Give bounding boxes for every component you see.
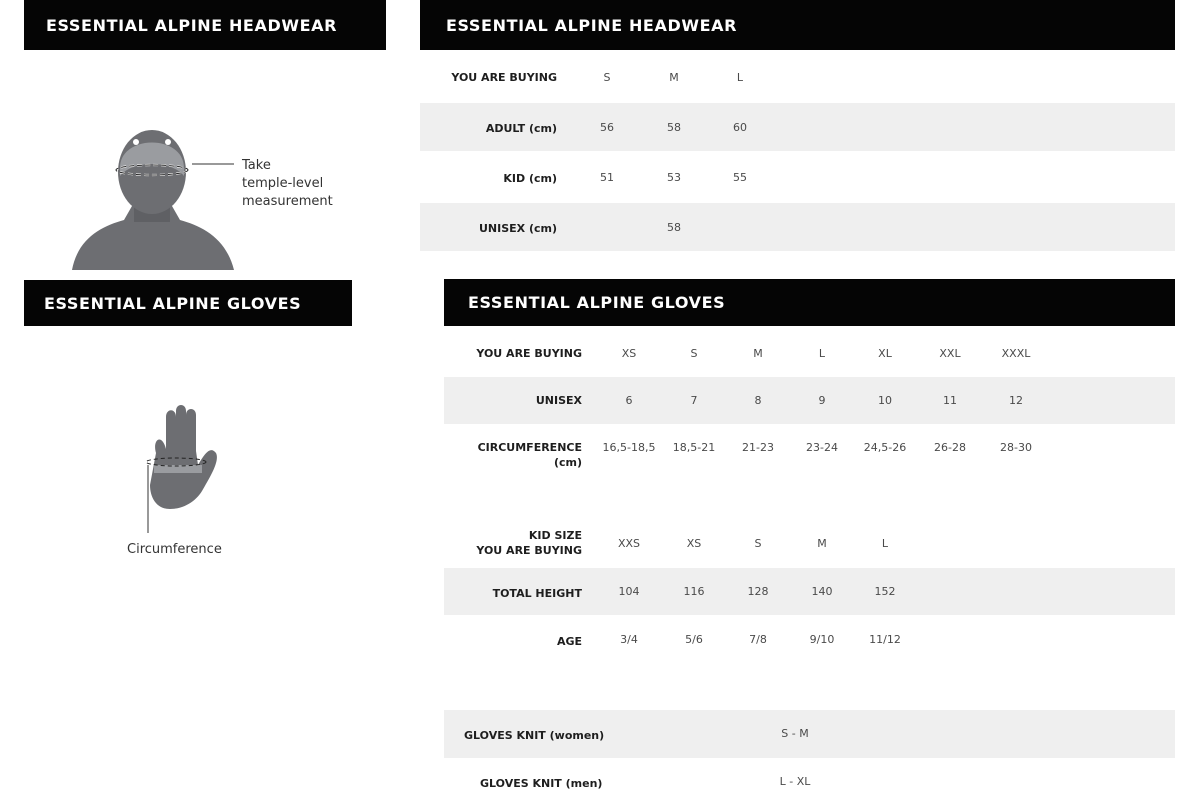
cell: 6 (625, 394, 633, 407)
cell: 10 (878, 394, 892, 407)
row-label: TOTAL HEIGHT (492, 587, 582, 600)
size-l: L (881, 537, 889, 550)
size-xs: XS (686, 537, 702, 550)
table-row (420, 153, 1175, 201)
head-caption-line-3: measurement (242, 194, 333, 209)
hand-caption: Circumference (127, 542, 222, 557)
row-label: UNISEX (cm) (478, 222, 557, 235)
table-row (420, 203, 1175, 251)
table-row (420, 103, 1175, 151)
cell: 18,5-21 (672, 441, 716, 454)
cell: 11/12 (869, 633, 901, 646)
row-label: KID (cm) (503, 172, 557, 185)
row-label: ADULT (cm) (485, 122, 557, 135)
row-label-line: (cm) (553, 456, 582, 469)
table-row (444, 616, 1175, 662)
cell: 58 (667, 221, 681, 234)
size-s: S (690, 347, 698, 360)
cell: 5/6 (685, 633, 703, 646)
cell: 128 (747, 585, 769, 598)
headwear-title: ESSENTIAL ALPINE HEADWEAR (446, 15, 738, 35)
row-label: GLOVES KNIT (women) (464, 729, 605, 742)
cell: 3/4 (620, 633, 638, 646)
gloves-left-title-bar (24, 280, 352, 326)
headwear-title-bar (420, 0, 1175, 50)
row-label-line: CIRCUMFERENCE (477, 441, 582, 454)
cell: S - M (781, 727, 809, 740)
row-label: GLOVES KNIT (men) (480, 777, 603, 790)
cell: 23-24 (806, 441, 838, 454)
gloves-title-bar (444, 279, 1175, 326)
cell: 55 (733, 171, 747, 184)
cell: 58 (667, 121, 681, 134)
cell: 51 (600, 171, 614, 184)
gloves-left-title: ESSENTIAL ALPINE GLOVES (44, 293, 302, 313)
row-label-line: KID SIZE (528, 529, 582, 542)
cell: 152 (874, 585, 896, 598)
size-m: M (817, 537, 827, 550)
table-row (444, 710, 1175, 758)
table-row (444, 377, 1175, 424)
hand-measurement-illustration (140, 405, 230, 545)
cell: 9 (818, 394, 826, 407)
cell: 28-30 (1000, 441, 1032, 454)
cell: 56 (600, 121, 614, 134)
size-m: M (669, 71, 679, 84)
size-xxl: XXL (939, 347, 961, 360)
cell: 9/10 (809, 633, 835, 646)
cell: 140 (811, 585, 833, 598)
table-row (444, 568, 1175, 615)
cell: 8 (754, 394, 762, 407)
row-label (444, 440, 582, 470)
table-row (444, 520, 1175, 566)
cell: 116 (683, 585, 705, 598)
size-xxs: XXS (617, 537, 641, 550)
row-label: AGE (556, 635, 582, 648)
head-measurement-illustration (60, 120, 260, 272)
cell: 7/8 (749, 633, 767, 646)
headwear-left-title-bar (24, 0, 386, 50)
table-row (444, 426, 1175, 486)
row-label: YOU ARE BUYING (476, 347, 582, 360)
cell: 53 (667, 171, 681, 184)
size-s: S (603, 71, 611, 84)
cell: 21-23 (742, 441, 774, 454)
cell: 12 (1009, 394, 1023, 407)
row-label: UNISEX (535, 394, 582, 407)
size-s: S (754, 537, 762, 550)
size-xxxl: XXXL (1001, 347, 1031, 360)
table-row (444, 330, 1175, 376)
size-l: L (818, 347, 826, 360)
table-row (444, 760, 1175, 800)
cell: 60 (733, 121, 747, 134)
cell: 24,5-26 (863, 441, 907, 454)
size-m: M (753, 347, 763, 360)
head-caption-line-2: temple-level (242, 176, 324, 191)
head-caption (242, 157, 333, 211)
gloves-title: ESSENTIAL ALPINE GLOVES (468, 293, 726, 312)
cell: L - XL (779, 775, 811, 788)
cell: 7 (690, 394, 698, 407)
cell: 11 (943, 394, 957, 407)
headwear-left-title: ESSENTIAL ALPINE HEADWEAR (46, 15, 338, 35)
size-xs: XS (621, 347, 637, 360)
size-xl: XL (878, 347, 892, 360)
row-label-line: YOU ARE BUYING (476, 544, 582, 557)
cell: 16,5-18,5 (602, 441, 656, 454)
head-caption-line-1: Take (242, 158, 271, 173)
row-label (444, 528, 582, 558)
cell: 26-28 (934, 441, 966, 454)
table-row (420, 54, 1175, 102)
row-label: YOU ARE BUYING (451, 71, 557, 84)
size-l: L (736, 71, 744, 84)
cell: 104 (618, 585, 640, 598)
